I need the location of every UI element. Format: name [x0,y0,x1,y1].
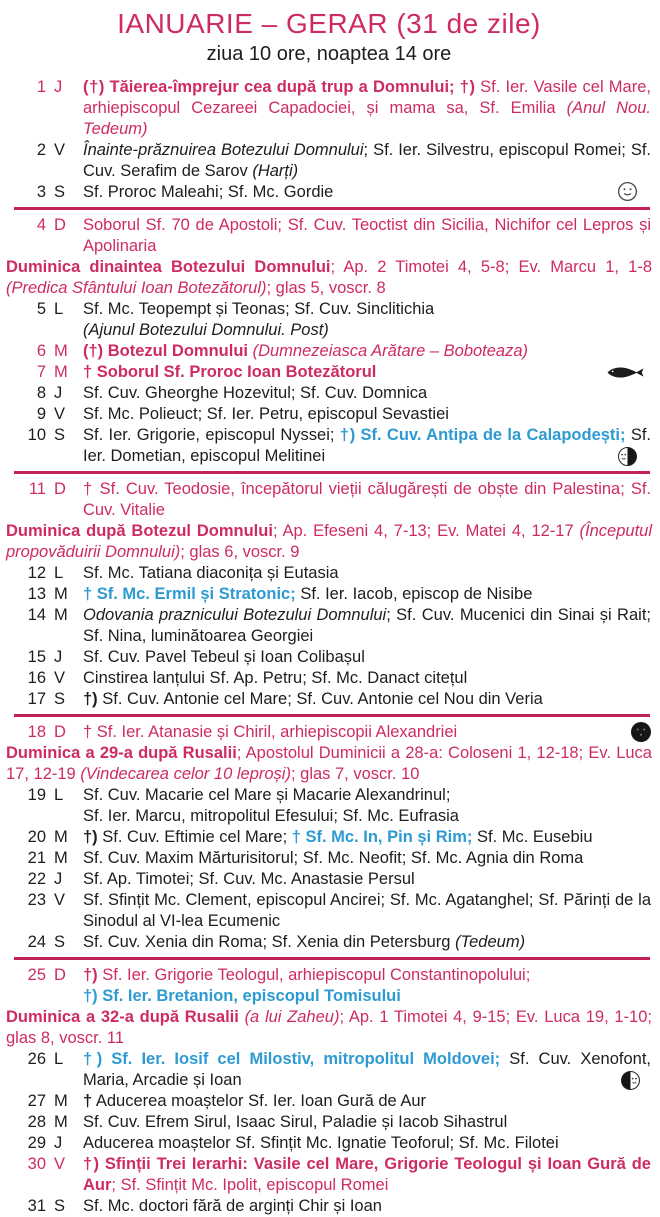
day-text [83,77,652,140]
text-segment: † Sf. Mc. Ermil și Stratonic; [83,585,296,603]
day-letter: J [54,384,63,402]
text-segment: Sf. Ier. Marcu, mitropolitul Efesului; Sf. Mc. Eufrasia [83,807,459,825]
day-text [83,299,652,341]
text-segment: Sf. Cuv. Antonie cel Mare; Sf. Cuv. Antonie cel Nou din Veria [97,690,543,708]
calendar-day-row [6,563,652,584]
calendar-day-row [6,647,652,668]
text-segment: Sf. Ier. Dometian, episcopul Melitinei [83,426,651,465]
calendar-day-row [6,341,652,362]
day-text [83,404,652,425]
calendar-day-row [6,848,652,869]
day-letter: D [54,966,66,984]
day-number: 17 [27,690,46,708]
text-segment: Duminica după Botezul Domnului [6,522,273,540]
text-segment: Sf. Mc. doctori fără de arginți Chir și Ioan [83,1197,382,1215]
day-text [83,140,652,182]
text-segment: †) [83,828,98,846]
week-separator-rule [14,207,650,210]
moon-first-quarter-icon [620,1070,641,1091]
day-text [83,647,652,668]
day-text [83,425,652,467]
calendar-day-row [6,827,652,848]
moon-last-quarter-icon [617,446,638,467]
text-segment: †) Sfinții Trei Ierarhi: Vasile cel Mare, Grigorie Teologul și Ioan Gură de Aur [83,1155,651,1194]
text-segment: Sf. Cuv. Xenia din Roma; Sf. Xenia din Petersburg [83,933,456,951]
text-segment: Sf. Mc. Polieuct; Sf. Ier. Petru, episcopul Sevastiei [83,405,449,423]
text-segment: (Vindecarea celor 10 leproși) [80,765,291,783]
text-segment: Duminica a 29-a după Rusalii [6,744,237,762]
day-letter: V [54,141,66,159]
day-letter: L [54,564,64,582]
calendar-day-row [6,584,652,605]
day-number: 28 [27,1113,46,1131]
text-segment: ; Sf. Sfințit Mc. Ipolit, episcopul Romei [111,1176,389,1194]
text-segment: † Sf. Ier. Atanasie și Chiril, arhiepiscopii Alexandriei [83,723,458,741]
day-text [83,848,652,869]
page-subtitle: ziua 10 ore, noaptea 14 ore [206,43,452,65]
sunday-header [6,521,652,563]
day-text [83,890,652,932]
day-number: 2 [36,141,46,159]
text-segment: Sf. Sfințit Mc. Clement, episcopul Ancirei; Sf. Mc. Agatanghel; Sf. Părinți de la Sinodul al VI-lea Ecumenic [83,891,651,930]
week-separator-rule [14,957,650,960]
calendar-day-row [6,425,652,467]
text-segment: ; Apostolul Duminicii a 28-a: Coloseni 1, 12-18; Ev. Luca 17, 12-19 [6,744,652,783]
day-letter: D [54,216,66,234]
day-number: 11 [28,480,46,498]
sunday-header [6,257,652,299]
day-letter: D [54,480,66,498]
day-number: 26 [27,1050,46,1068]
moon-full-face-icon [617,181,638,202]
day-letter: L [54,1050,64,1068]
text-segment: Sf. Cuv. Macarie cel Mare și Macarie Alexandrinul; [83,786,451,804]
moon-new-icon [630,721,652,743]
day-text [83,689,652,710]
text-segment: Sf. Cuv. Xenofont, Maria, Arcadie și Ioan [83,1050,651,1089]
day-text [83,965,652,1007]
text-segment: † Sf. Mc. In, Pin și Rim; [291,828,473,846]
day-text [83,362,652,383]
day-text [83,1112,652,1133]
day-text [83,1091,652,1112]
text-segment: Soborul Sf. 70 de Apostoli; Sf. Cuv. Teoctist din Sicilia, Nichifor cel Lepros și Apolinaria [83,216,651,255]
text-segment: Sf. Proroc Maleahi; Sf. Mc. Gordie [83,183,334,201]
week-separator-rule [14,714,650,717]
calendar-day-row [6,1154,652,1196]
day-letter: M [54,1092,68,1110]
day-number: 5 [36,300,46,318]
day-letter: V [54,405,66,423]
text-segment: Sf. Mc. Eusebiu [472,828,593,846]
day-number: 13 [27,585,46,603]
day-text [83,1196,652,1217]
day-number: 29 [27,1134,46,1152]
day-letter: D [54,723,66,741]
day-letter: M [54,363,68,381]
day-number: 9 [36,405,46,423]
day-number: 16 [27,669,46,687]
page-title: IANUARIE – GERAR (31 de zile) [117,8,541,39]
text-segment: † Sf. Cuv. Teodosie, începătorul vieții călugărești de obște din Palestina; Sf. Cuv. Vitalie [83,480,651,519]
calendar-day-row [6,182,652,203]
text-segment: ; Ap. Efeseni 4, 7-13; Ev. Matei 4, 12-17 [272,522,580,540]
day-letter: M [54,1113,68,1131]
day-number: 20 [27,828,46,846]
day-number: 25 [27,966,46,984]
day-text [83,182,652,203]
text-segment: †) Sf. Cuv. Antipa de la Calapodești; [339,426,626,444]
text-segment: Cinstirea lanțului Sf. Ap. Petru; Sf. Mc. Danact citețul [83,669,468,687]
calendar-day-row [6,404,652,425]
text-segment: Odovania praznicului Botezului Domnului [83,606,387,624]
day-letter: V [54,891,66,909]
text-segment: (Tedeum) [455,933,526,951]
text-segment: (†) Botezul Domnului [83,342,253,360]
day-number: 19 [27,786,46,804]
text-segment: ; glas 6, voscr. 9 [180,543,300,561]
day-text [83,563,652,584]
calendar-day-row [6,215,652,257]
day-number: 22 [27,870,46,888]
calendar-day-row [6,299,652,341]
day-text [83,1133,652,1154]
calendar-day-row [6,785,652,827]
text-segment: Aducerea moaștelor Sf. Ier. Ioan Gură de Aur [92,1092,427,1110]
day-letter: V [54,1155,66,1173]
day-letter: J [54,78,63,96]
text-segment: Duminica dinaintea Botezului Domnului [6,258,331,276]
calendar-day-row [6,605,652,647]
day-text [83,215,652,257]
text-segment: Sf. Cuv. Gheorghe Hozevitul; Sf. Cuv. Domnica [83,384,428,402]
text-segment: (Anul Nou. Tedeum) [83,99,651,138]
day-number: 14 [27,606,46,624]
text-segment: (a lui Zaheu) [244,1008,340,1026]
text-segment: Sf. Ier. Grigorie Teologul, arhiepiscopul Constantinopolului; [97,966,531,984]
calendar-list [6,77,652,1217]
text-segment: Sf. Cuv. Eftimie cel Mare; [97,828,292,846]
day-number: 15 [27,648,46,666]
day-number: 21 [27,849,46,867]
day-number: 27 [27,1092,46,1110]
day-text [83,722,652,743]
fish-icon [606,365,650,380]
sunday-header [6,743,652,785]
day-letter: M [54,849,68,867]
day-letter: J [54,648,63,666]
day-number: 18 [27,723,46,741]
text-segment: Sf. Mc. Teopempt și Teonas; Sf. Cuv. Sinclitichia [83,300,435,318]
day-text [83,1154,652,1196]
day-text [83,584,652,605]
day-text [83,479,652,521]
calendar-day-row [6,77,652,140]
day-number: 3 [36,183,46,201]
day-letter: J [54,1134,63,1152]
text-segment: Înainte-prăznuirea Botezului Domnului [83,141,364,159]
day-number: 31 [27,1197,46,1215]
day-letter: S [54,690,66,708]
day-text [83,869,652,890]
text-segment: Sf. Ier. Grigorie, episcopul Nyssei; [83,426,340,444]
calendar-day-row [6,140,652,182]
sunday-header [6,1007,652,1049]
text-segment: †) [83,690,98,708]
day-text [83,668,652,689]
day-letter: L [54,786,64,804]
day-number: 30 [27,1155,46,1173]
day-number: 4 [36,216,46,234]
day-letter: M [54,828,68,846]
calendar-day-row [6,722,652,743]
day-number: 12 [27,564,46,582]
week-separator-rule [14,471,650,474]
text-segment: Sf. Cuv. Efrem Sirul, Isaac Sirul, Paladie și Iacob Sihastrul [83,1113,508,1131]
day-letter: V [54,669,66,687]
day-text [83,383,652,404]
calendar-day-row [6,362,652,383]
text-segment: Sf. Ap. Timotei; Sf. Cuv. Mc. Anastasie Persul [83,870,415,888]
day-letter: J [54,870,63,888]
day-text [83,605,652,647]
calendar-day-row [6,1196,652,1217]
day-letter: M [54,342,68,360]
day-letter: S [54,426,66,444]
calendar-day-row [6,1091,652,1112]
day-letter: S [54,933,66,951]
calendar-day-row [6,383,652,404]
day-number: 6 [36,342,46,360]
text-segment: (Începutul propovăduirii Domnului) [6,522,652,561]
calendar-day-row [6,869,652,890]
text-segment: †) [83,966,98,984]
calendar-day-row [6,932,652,953]
day-text [83,932,652,953]
day-number: 23 [27,891,46,909]
day-text [83,785,652,827]
text-segment: † Soborul Sf. Proroc Ioan Botezătorul [83,363,377,381]
day-letter: S [54,1197,66,1215]
text-segment: Aducerea moaștelor Sf. Sfințit Mc. Ignatie Teoforul; Sf. Mc. Filotei [83,1134,559,1152]
calendar-day-row [6,1049,652,1091]
text-segment: Duminica a 32-a după Rusalii [6,1008,245,1026]
day-letter: M [54,585,68,603]
calendar-day-row [6,668,652,689]
day-letter: L [54,300,64,318]
calendar-day-row [6,479,652,521]
day-number: 8 [36,384,46,402]
text-segment: Sf. Cuv. Maxim Mărturisitorul; Sf. Mc. Neofit; Sf. Mc. Agnia din Roma [83,849,584,867]
text-segment: (Predica Sfântului Ioan Botezătorul) [6,279,267,297]
text-segment: ; glas 5, voscr. 8 [266,279,386,297]
calendar-day-row [6,1112,652,1133]
text-segment: † [83,1092,93,1110]
text-segment: (Harți) [252,162,299,180]
text-segment: †) Sf. Ier. Iosif cel Milostiv, mitropolitul Moldovei; [83,1050,501,1068]
day-number: 10 [27,426,46,444]
calendar-day-row [6,689,652,710]
day-text [83,341,652,362]
day-number: 1 [36,78,46,96]
text-segment: ; Sf. Ier. Silvestru, episcopul Romei; Sf. Cuv. Serafim de Sarov [83,141,651,180]
day-number: 24 [27,933,46,951]
text-segment: ; Ap. 1 Timotei 4, 9-15; Ev. Luca 19, 1-10; glas 8, voscr. 11 [6,1008,652,1047]
text-segment: (Ajunul Botezului Domnului. Post) [83,321,329,339]
calendar-day-row [6,1133,652,1154]
calendar-day-row [6,965,652,1007]
text-segment: (†) Tăierea-împrejur cea după trup a Domnului; †) [83,78,475,96]
text-segment: Sf. Ier. Iacob, episcop de Nisibe [295,585,533,603]
day-text [83,827,652,848]
day-letter: M [54,606,68,624]
day-text [83,1049,652,1091]
text-segment: (Dumnezeiasca Arătare – Boboteaza) [252,342,529,360]
day-letter: S [54,183,66,201]
text-segment: †) Sf. Ier. Bretanion, episcopul Tomisului [83,987,401,1005]
calendar-day-row [6,890,652,932]
text-segment: Sf. Ier. Vasile cel Mare, arhiepiscopul Cezareei Capadociei, și mama sa, Sf. Emilia [83,78,651,117]
text-segment: ; Ap. 2 Timotei 4, 5-8; Ev. Marcu 1, 1-8 [330,258,652,276]
text-segment: ; glas 7, voscr. 10 [290,765,420,783]
text-segment: Sf. Mc. Tatiana diaconița și Eutasia [83,564,339,582]
day-number: 7 [36,363,46,381]
text-segment: ; Sf. Cuv. Mucenici din Sinai și Rait; Sf. Nina, luminătoarea Georgiei [83,606,651,645]
text-segment: Sf. Cuv. Pavel Tebeul și Ioan Colibașul [83,648,365,666]
